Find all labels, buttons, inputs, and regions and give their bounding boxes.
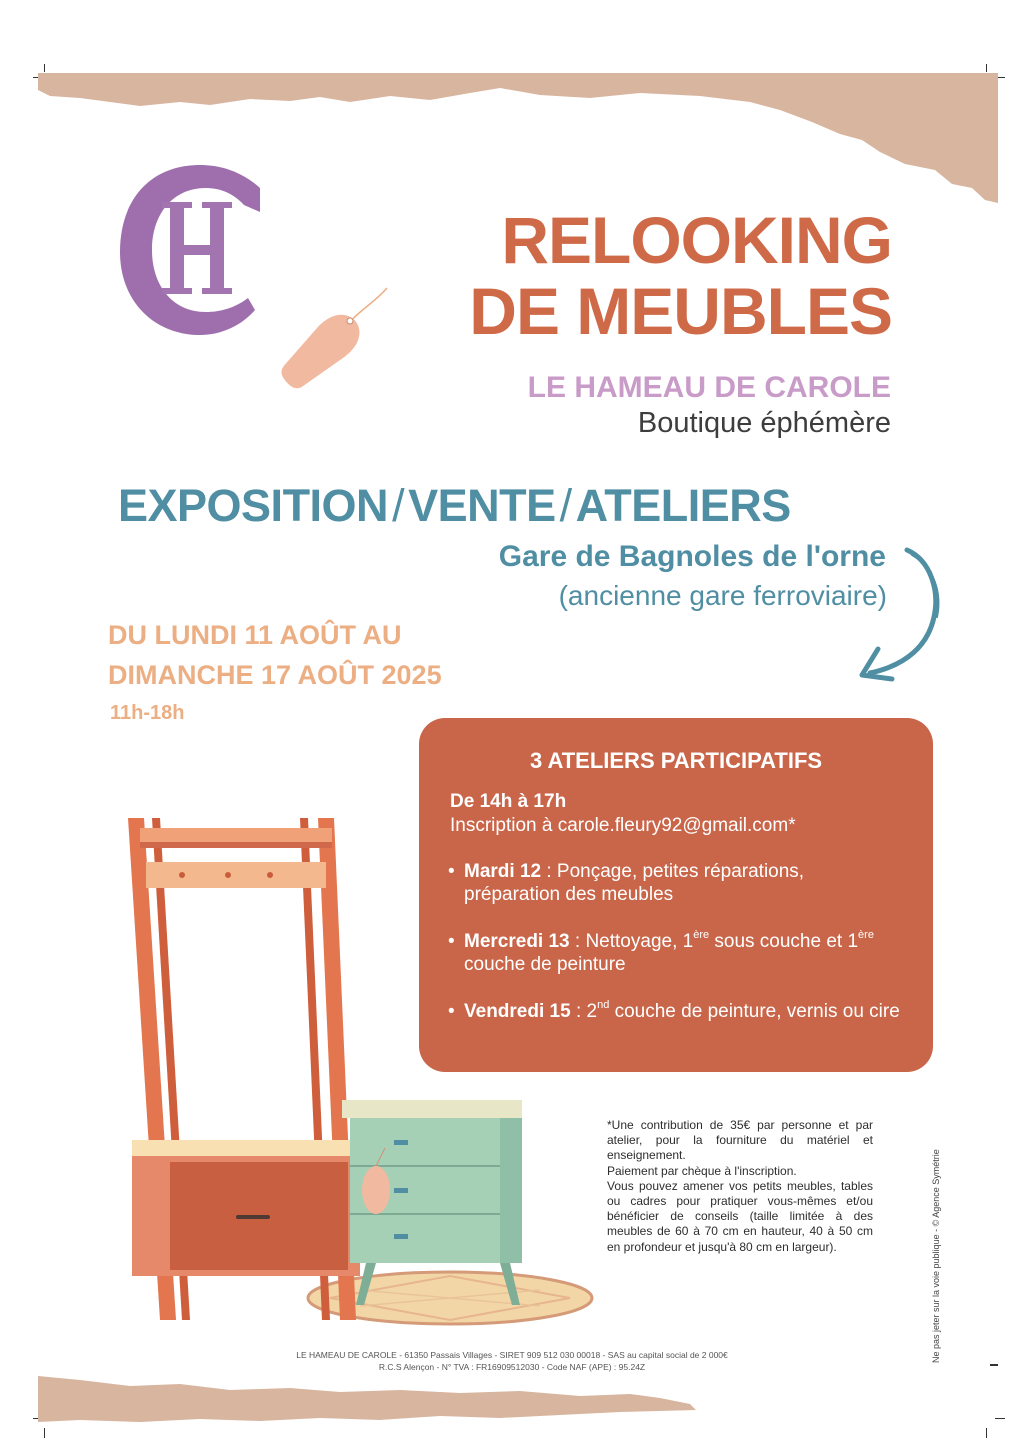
workshop-item	[448, 929, 904, 976]
footer-line: LE HAMEAU DE CAROLE - 61350 Passais Villages - SIRET 909 512 030 00018 - SAS au capital social de 2 000€	[296, 1350, 728, 1360]
curved-arrow-icon	[852, 545, 947, 690]
brand-subtitle: Boutique éphémère	[637, 407, 891, 439]
workshop-description: couche de peinture, vernis ou cire	[609, 1001, 900, 1022]
workshop-day: Mardi 12	[464, 861, 542, 882]
workshops-time: De 14h à 17h	[450, 791, 567, 812]
headline-part: ATELIERS	[575, 480, 791, 531]
workshop-item	[448, 999, 904, 1023]
footer	[0, 1349, 1024, 1373]
title-line-1: RELOOKING	[501, 203, 892, 277]
workshop-day: Vendredi 15	[464, 1001, 571, 1022]
venue-detail: (ancienne gare ferroviaire)	[558, 580, 887, 611]
workshops-title: 3 ATELIERS PARTICIPATIFS	[529, 748, 823, 773]
legal-vertical-note: Ne pas jeter sur la voie publique - © Agence Symétrie	[931, 1149, 941, 1363]
headline	[118, 480, 791, 532]
workshop-description: sous couche et 1	[709, 931, 859, 952]
superscript: ère	[858, 929, 874, 941]
workshop-day: Mercredi 13	[464, 931, 570, 952]
note-paragraph: Paiement par chèque à l'inscription.	[607, 1163, 797, 1178]
workshop-description: : Nettoyage, 1	[569, 931, 694, 952]
headline-separator: /	[392, 480, 405, 531]
bullet: •	[448, 931, 455, 952]
bullet: •	[448, 861, 455, 882]
date-line-2: DIMANCHE 17 AOÛT 2025	[108, 660, 442, 690]
workshop-description: : Ponçage, petites réparations, préparation des meubles	[464, 861, 805, 905]
ch-monogram-logo	[110, 160, 280, 340]
pricing-note	[607, 1118, 873, 1255]
workshop-description: : 2	[570, 1001, 598, 1022]
torn-paper-bottom	[0, 1370, 1024, 1430]
date-line-1: DU LUNDI 11 AOÛT AU	[108, 620, 402, 650]
note-paragraph: *Une contribution de 35€ par personne et par atelier, pour la fourniture du matériel et enseignement.	[607, 1118, 873, 1163]
note-paragraph: Vous pouvez amener vos petits meubles, tables ou cadres pour pratiquer vous-mêmes et/ou bénéficier de conseils (taille limitée à des meubles de 60 à 70 cm en hauteur, 40 à 50 cm en profondeur et jusqu'à 80 cm en largeur).	[607, 1178, 873, 1254]
superscript: nd	[597, 999, 610, 1011]
superscript: ère	[693, 929, 710, 941]
workshops-box	[419, 718, 933, 1072]
brand-name: LE HAMEAU DE CAROLE	[527, 371, 891, 404]
workshop-description: couche de peinture	[464, 954, 626, 975]
headline-part: EXPOSITION	[118, 480, 389, 531]
venue-name: Gare de Bagnoles de l'orne	[498, 540, 886, 573]
bullet: •	[448, 1001, 455, 1022]
price-tag-icon	[275, 280, 405, 400]
opening-hours: 11h-18h	[110, 702, 185, 724]
title-line-2: DE MEUBLES	[469, 274, 892, 348]
headline-part: VENTE	[408, 480, 556, 531]
workshop-item	[448, 860, 904, 906]
headline-separator: /	[559, 480, 572, 531]
footer-line: R.C.S Alençon - N° TVA : FR16909512030 - Code NAF (APE) : 95.24Z	[378, 1362, 646, 1372]
workshops-signup: Inscription à carole.fleury92@gmail.com*	[450, 815, 796, 836]
